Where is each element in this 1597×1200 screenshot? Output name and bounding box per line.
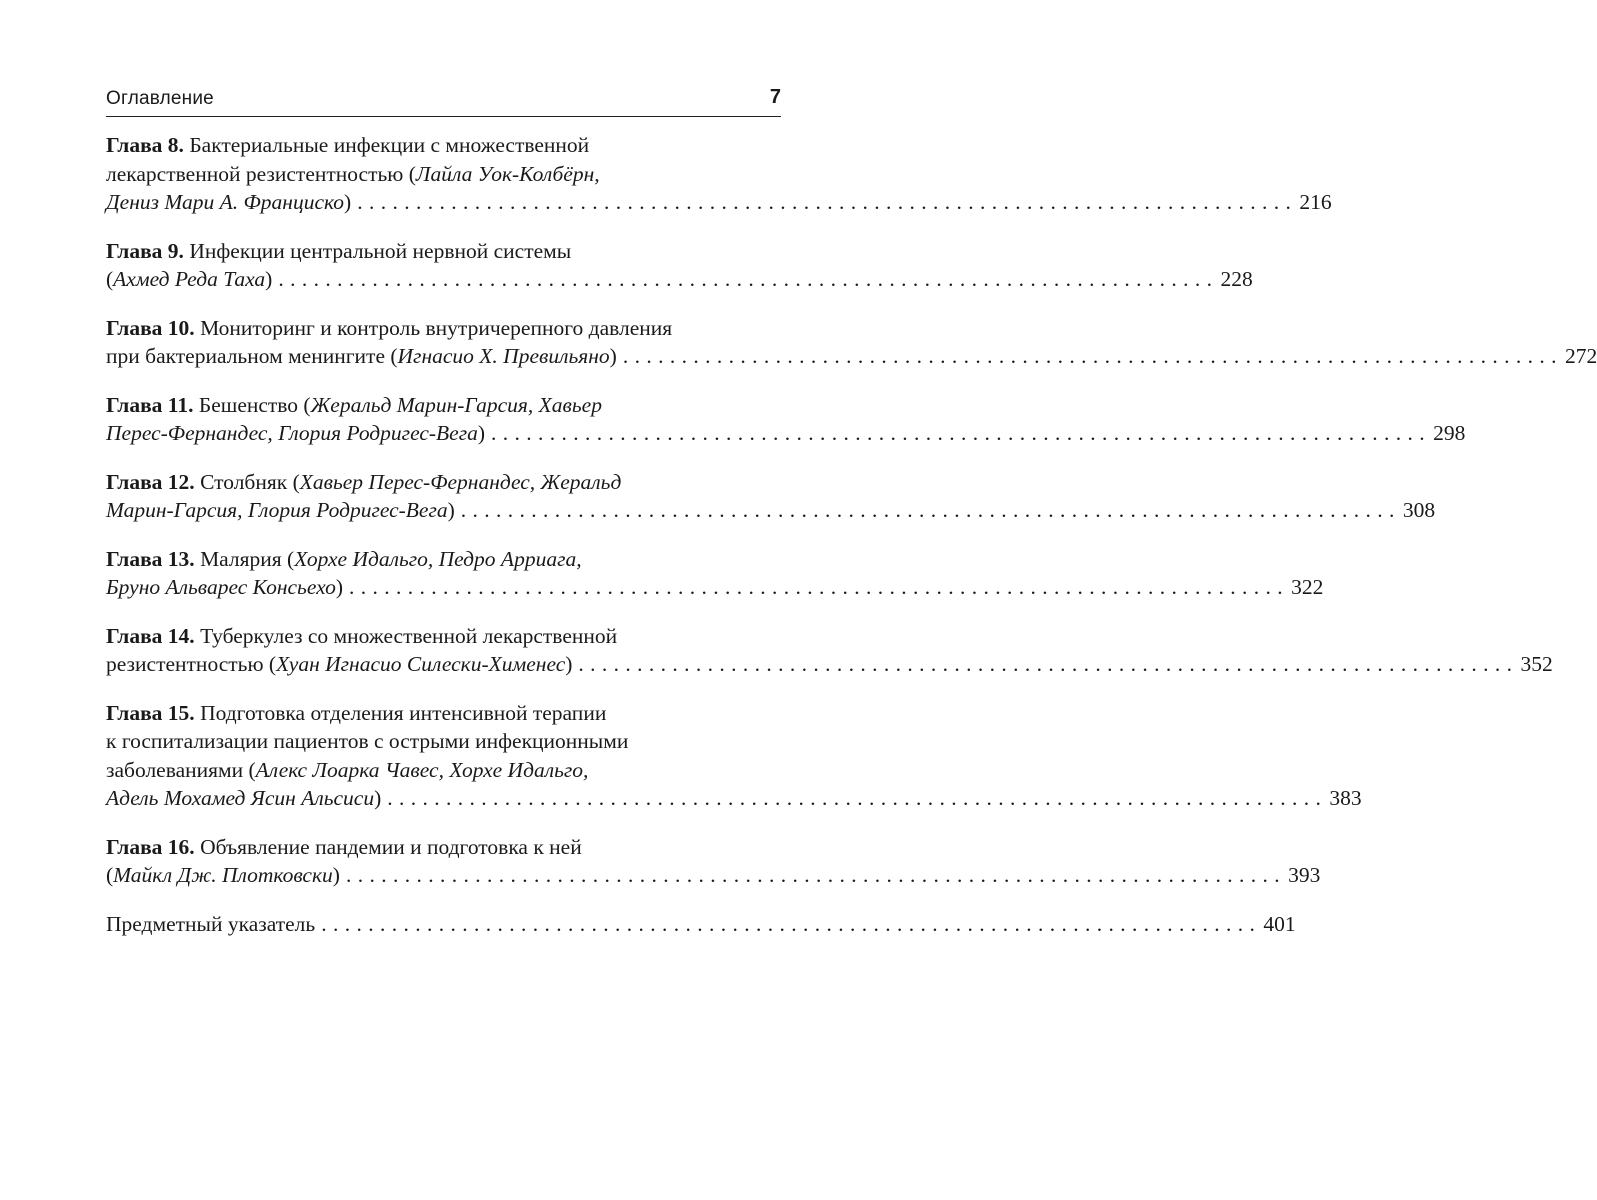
toc-authors: Жеральд Марин-Гарсия, Хавьер xyxy=(310,392,602,417)
toc-authors: Перес-Фернандес, Глория Родригес-Вега xyxy=(106,421,478,445)
toc-authors: Майкл Дж. Плотковски xyxy=(113,863,333,887)
chapter-label: Глава 9. xyxy=(106,238,184,263)
page-number: 228 xyxy=(1220,267,1253,291)
toc-line: заболеваниями (Алекс Лоарка Чавес, Хорхе Идальго, xyxy=(106,757,589,782)
toc-last-text: Адель Мохамед Ясин Альсиси) xyxy=(106,786,382,810)
dot-leader: . . . . . . . . . . . . . . . . . . . . . . . . . . . . . . . . . . . . . . . . . . . . . . . . . . . . . . . . . . . . . . . . . . . . . . . . . . . . . . . . xyxy=(278,267,1213,291)
toc-line: к госпитализации пациентов с острыми инфекционными xyxy=(106,729,629,753)
toc-last-text: резистентностью (Хуан Игнасио Силески-Хименес) xyxy=(106,652,573,676)
chapter-label: Глава 12. xyxy=(106,469,195,494)
toc-entry[interactable] xyxy=(106,833,1321,890)
toc-line: Глава 9. Инфекции центральной нервной системы xyxy=(106,238,572,263)
page-number: 216 xyxy=(1299,190,1332,214)
chapter-label: Глава 15. xyxy=(106,700,195,725)
toc-last-line xyxy=(106,342,1597,371)
toc-line: Глава 8. Бактериальные инфекции с множественной xyxy=(106,133,590,157)
toc-authors: Лайла Уок-Колбёрн, xyxy=(415,161,600,186)
toc-entry[interactable] xyxy=(106,910,1296,939)
dot-leader: . . . . . . . . . . . . . . . . . . . . . . . . . . . . . . . . . . . . . . . . . . . . . . . . . . . . . . . . . . . . . . . . . . . . . . . . . . . . . . . . xyxy=(622,344,1557,368)
toc-authors: Адель Мохамед Ясин Альсиси xyxy=(106,786,375,810)
toc-entry-text xyxy=(106,468,1436,525)
toc-last-text: Предметный указатель xyxy=(106,911,316,936)
toc-line: Глава 10. Мониторинг и контроль внутричерепного давления xyxy=(106,315,673,340)
toc-last-line xyxy=(106,419,1466,448)
chapter-label: Глава 16. xyxy=(106,834,195,859)
toc-entry-text xyxy=(106,622,1553,679)
chapter-label: Глава 13. xyxy=(106,546,195,571)
toc-last-text: (Ахмед Реда Таха) xyxy=(106,267,273,291)
dot-leader: . . . . . . . . . . . . . . . . . . . . . . . . . . . . . . . . . . . . . . . . . . . . . . . . . . . . . . . . . . . . . . . . . . . . . . . . . . . . . . . . xyxy=(349,575,1284,599)
toc-last-text: Дениз Мари А. Франциско) xyxy=(106,190,352,214)
toc-last-line xyxy=(106,496,1436,525)
dot-leader: . . . . . . . . . . . . . . . . . . . . . . . . . . . . . . . . . . . . . . . . . . . . . . . . . . . . . . . . . . . . . . . . . . . . . . . . . . . . . . . . xyxy=(460,498,1395,522)
toc-entry-text xyxy=(106,699,1362,813)
toc-authors: Хавьер Перес-Фернандес, Жеральд xyxy=(299,469,622,494)
toc-last-line xyxy=(106,910,1296,939)
toc-last-line xyxy=(106,784,1362,813)
table-of-contents xyxy=(106,131,1597,958)
toc-authors: Дениз Мари А. Франциско xyxy=(106,190,345,214)
dot-leader: . . . . . . . . . . . . . . . . . . . . . . . . . . . . . . . . . . . . . . . . . . . . . . . . . . . . . . . . . . . . . . . . . . . . . . . . . . . . . . . . xyxy=(387,786,1322,810)
dot-leader: . . . . . . . . . . . . . . . . . . . . . . . . . . . . . . . . . . . . . . . . . . . . . . . . . . . . . . . . . . . . . . . . . . . . . . . . . . . . . . . . xyxy=(357,190,1292,214)
dot-leader: . . . . . . . . . . . . . . . . . . . . . . . . . . . . . . . . . . . . . . . . . . . . . . . . . . . . . . . . . . . . . . . . . . . . . . . . . . . . . . . . xyxy=(321,911,1256,936)
toc-entry-text xyxy=(106,131,1332,217)
toc-entry[interactable] xyxy=(106,131,1332,217)
dot-leader: . . . . . . . . . . . . . . . . . . . . . . . . . . . . . . . . . . . . . . . . . . . . . . . . . . . . . . . . . . . . . . . . . . . . . . . . . . . . . . . . xyxy=(345,863,1281,887)
toc-authors: Алекс Лоарка Чавес, Хорхе Идальго, xyxy=(255,757,589,782)
toc-last-line xyxy=(106,861,1321,890)
chapter-label: Глава 8. xyxy=(106,133,184,157)
toc-line: Глава 13. Малярия (Хорхе Идальго, Педро Арриага, xyxy=(106,546,582,571)
toc-line: Глава 12. Столбняк (Хавьер Перес-Фернандес, Жеральд xyxy=(106,469,622,494)
toc-entry-text xyxy=(106,910,1296,939)
toc-last-text: при бактериальном менингите (Игнасио Х. Превильяно) xyxy=(106,344,617,368)
toc-entry[interactable] xyxy=(106,314,1597,371)
toc-entry-text xyxy=(106,833,1321,890)
chapter-label: Глава 11. xyxy=(106,392,194,417)
toc-last-line xyxy=(106,188,1332,217)
toc-last-text: Бруно Альварес Консьехо) xyxy=(106,575,344,599)
toc-entry[interactable] xyxy=(106,622,1553,679)
toc-entry[interactable] xyxy=(106,545,1324,602)
toc-entry[interactable] xyxy=(106,699,1362,813)
toc-line: Глава 16. Объявление пандемии и подготовка к ней xyxy=(106,834,582,859)
page-number: 298 xyxy=(1433,421,1466,445)
toc-last-line xyxy=(106,265,1253,294)
toc-line: лекарственной резистентностью (Лайла Уок-Колбёрн, xyxy=(106,161,600,186)
toc-last-line xyxy=(106,650,1553,679)
toc-entry-text xyxy=(106,314,1597,371)
page-number: 393 xyxy=(1288,863,1321,887)
page-number: 401 xyxy=(1263,911,1296,936)
page-number: 308 xyxy=(1402,498,1436,522)
toc-authors: Игнасио Х. Превильяно xyxy=(397,344,610,368)
toc-entry-text xyxy=(106,237,1253,294)
page-number: 383 xyxy=(1329,786,1362,810)
toc-last-text: (Майкл Дж. Плотковски) xyxy=(106,863,340,887)
toc-last-text: Марин-Гарсия, Глория Родригес-Вега) xyxy=(106,498,455,522)
toc-authors: Ахмед Реда Таха xyxy=(113,267,266,291)
toc-line: Глава 11. Бешенство (Жеральд Марин-Гарсия, Хавьер xyxy=(106,392,602,417)
toc-authors: Хуан Игнасио Силески-Хименес xyxy=(276,652,566,676)
toc-line: Глава 15. Подготовка отделения интенсивной терапии xyxy=(106,700,607,725)
toc-entry[interactable] xyxy=(106,468,1436,525)
header-page-number: 7 xyxy=(769,86,781,108)
toc-authors: Бруно Альварес Консьехо xyxy=(106,575,336,599)
toc-entry[interactable] xyxy=(106,237,1253,294)
toc-last-line xyxy=(106,573,1324,602)
toc-line: Глава 14. Туберкулез со множественной лекарственной xyxy=(106,623,618,648)
dot-leader: . . . . . . . . . . . . . . . . . . . . . . . . . . . . . . . . . . . . . . . . . . . . . . . . . . . . . . . . . . . . . . . . . . . . . . . . . . . . . . . . xyxy=(578,652,1513,676)
toc-authors: Хорхе Идальго, Педро Арриага, xyxy=(294,546,582,571)
page-number: 352 xyxy=(1520,652,1553,676)
dot-leader: . . . . . . . . . . . . . . . . . . . . . . . . . . . . . . . . . . . . . . . . . . . . . . . . . . . . . . . . . . . . . . . . . . . . . . . . . . . . . . . . xyxy=(491,421,1426,445)
toc-last-text: Перес-Фернандес, Глория Родригес-Вега) xyxy=(106,421,486,445)
toc-entry[interactable] xyxy=(106,391,1466,448)
page-number: 322 xyxy=(1291,575,1324,599)
running-header xyxy=(106,84,781,117)
page-number: 272 xyxy=(1564,344,1597,368)
chapter-label: Глава 10. xyxy=(106,315,195,340)
chapter-label: Глава 14. xyxy=(106,623,195,648)
toc-authors: Марин-Гарсия, Глория Родригес-Вега xyxy=(106,498,448,522)
toc-entry-text xyxy=(106,545,1324,602)
toc-entry-text xyxy=(106,391,1466,448)
header-title: Оглавление xyxy=(106,88,214,109)
